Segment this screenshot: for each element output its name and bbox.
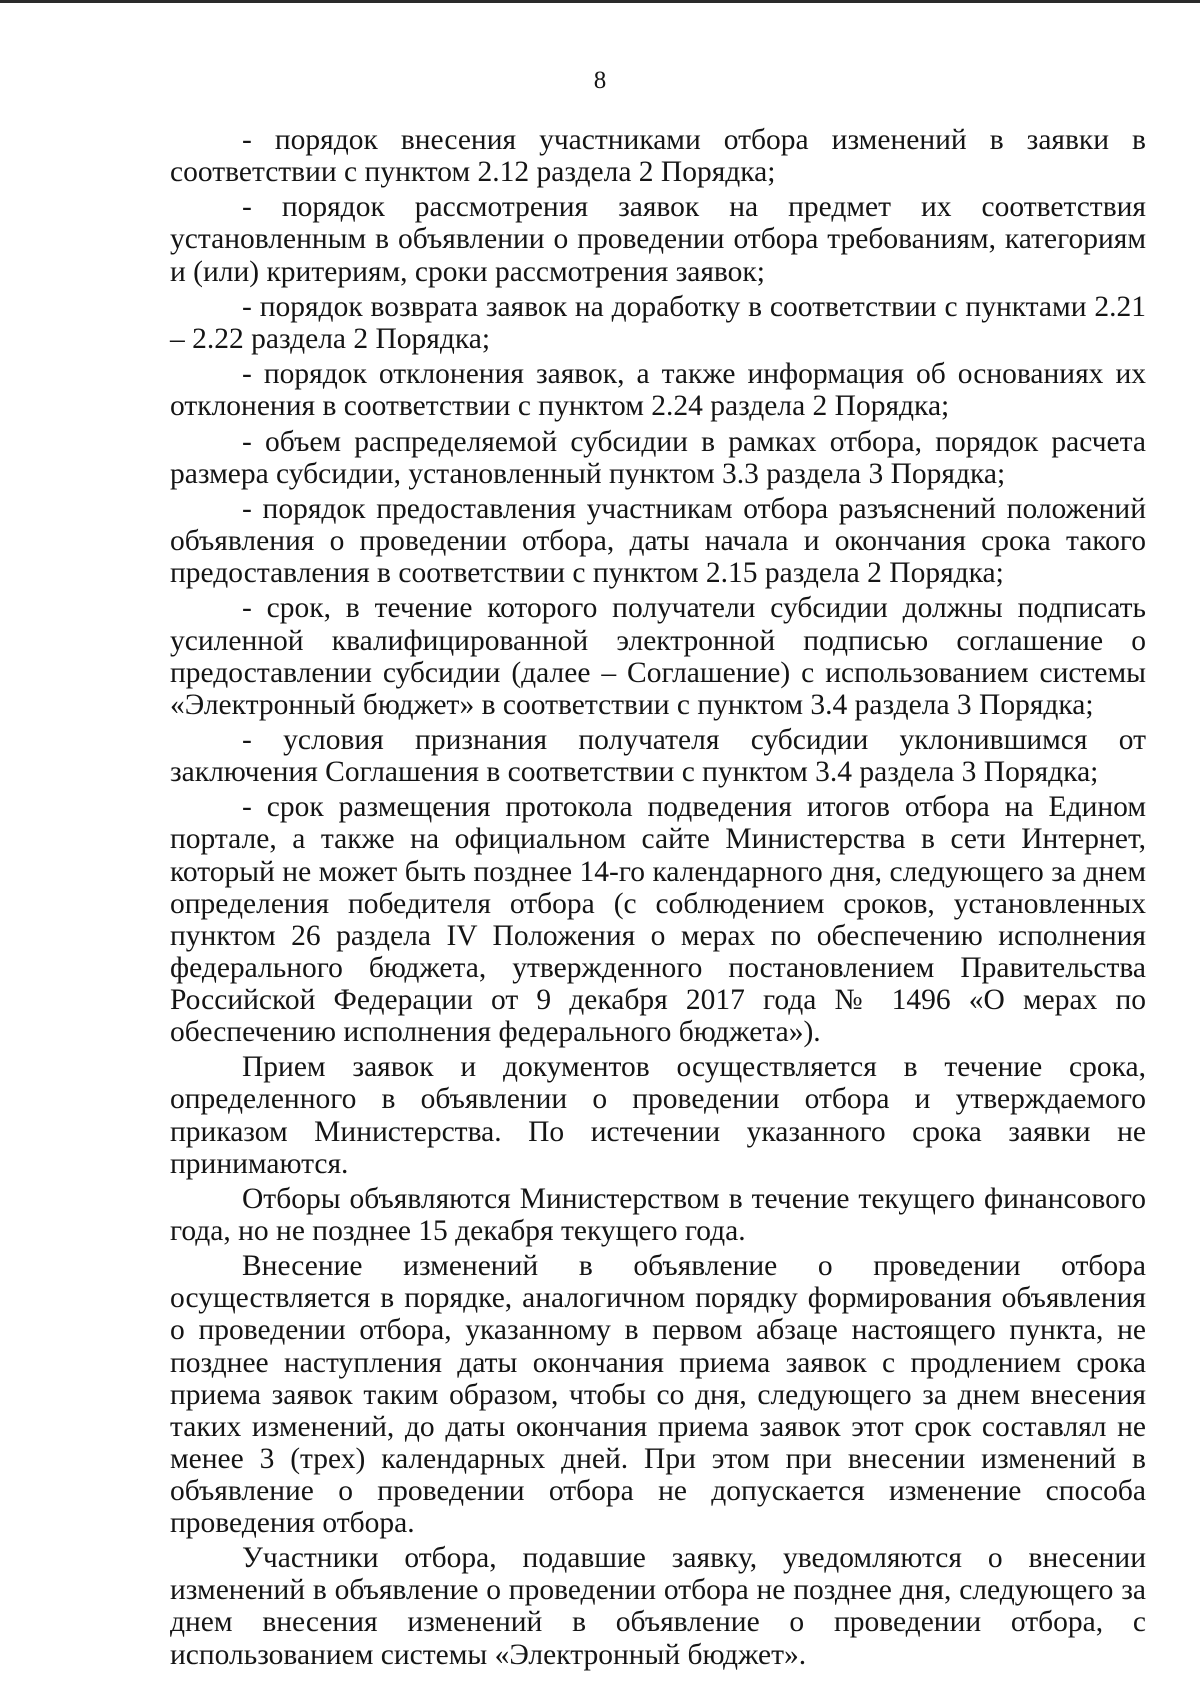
paragraph-bullet-protocol: - срок размещения протокола подведения итогов отбора на Едином портале, а также на официальном сайте Министерства в сети Интернет, который не может быть позднее 14-го календарного дня, следующего за днем определения победителя отбора (с соблюдением сроков, установленных пунктом 26 раздела IV Положения о мерах по обеспечению исполнения федерального бюджета, утвержденного постановлением Правительства Российской Федерации от 9 декабря 2017 года № 1496 «О мерах по обеспечению исполнения федерального бюджета»). bbox=[170, 791, 1146, 1049]
paragraph-bullet-review: - порядок рассмотрения заявок на предмет их соответствия установленным в объявлении о проведении отбора требованиям, категориям и (или) критериям, сроки рассмотрения заявок; bbox=[170, 191, 1146, 288]
page-number: 8 bbox=[593, 67, 607, 94]
paragraph-bullet-signing-term: - срок, в течение которого получатели субсидии должны подписать усиленной квалифицированной электронной подписью соглашение о предоставлении субсидии (далее – Соглашение) с использованием системы «Электронный бюджет» в соответствии с пунктом 3.4 раздела 3 Порядка; bbox=[170, 592, 1146, 721]
paragraph-announcement-deadline: Отборы объявляются Министерством в течение текущего финансового года, но не позднее 15 декабря текущего года. bbox=[170, 1182, 1146, 1247]
paragraph-bullet-rejection: - порядок отклонения заявок, а также информация об основаниях их отклонения в соответствии с пунктом 2.24 раздела 2 Порядка; bbox=[170, 358, 1146, 423]
paragraph-acceptance: Прием заявок и документов осуществляется в течение срока, определенного в объявлении о проведении отбора и утверждаемого приказом Министерства. По истечении указанного срока заявки не принимаются. bbox=[170, 1051, 1146, 1180]
paragraph-bullet-amendments: - порядок внесения участниками отбора изменений в заявки в соответствии с пунктом 2.12 раздела 2 Порядка; bbox=[170, 124, 1146, 189]
document-body bbox=[170, 124, 1146, 1671]
paragraph-bullet-volume: - объем распределяемой субсидии в рамках отбора, порядок расчета размера субсидии, установленный пунктом 3.3 раздела 3 Порядка; bbox=[170, 425, 1146, 490]
paragraph-amendment-procedure: Внесение изменений в объявление о проведении отбора осуществляется в порядке, аналогичном порядку формирования объявления о проведении отбора, указанному в первом абзаце настоящего пункта, не позднее наступления даты окончания приема заявок с продлением срока приема заявок таким образом, чтобы со дня, следующего за днем внесения таких изменений, до даты окончания приема заявок этот срок составлял не менее 3 (трех) календарных дней. При этом при внесении изменений в объявление о проведении отбора не допускается изменение способа проведения отбора. bbox=[170, 1250, 1146, 1539]
paragraph-bullet-evasion: - условия признания получателя субсидии уклонившимся от заключения Соглашения в соответствии с пунктом 3.4 раздела 3 Порядка; bbox=[170, 724, 1146, 789]
paragraph-participant-notification: Участники отбора, подавшие заявку, уведомляются о внесении изменений в объявление о проведении отбора не позднее дня, следующего за днем внесения изменений в объявление о проведении отбора, с использованием системы «Электронный бюджет». bbox=[170, 1542, 1146, 1671]
scan-top-edge bbox=[0, 0, 1200, 3]
paragraph-bullet-return: - порядок возврата заявок на доработку в соответствии с пунктами 2.21 – 2.22 раздела 2 Порядка; bbox=[170, 290, 1146, 355]
paragraph-bullet-clarifications: - порядок предоставления участникам отбора разъяснений положений объявления о проведении отбора, даты начала и окончания срока такого предоставления в соответствии с пунктом 2.15 раздела 2 Порядка; bbox=[170, 492, 1146, 590]
